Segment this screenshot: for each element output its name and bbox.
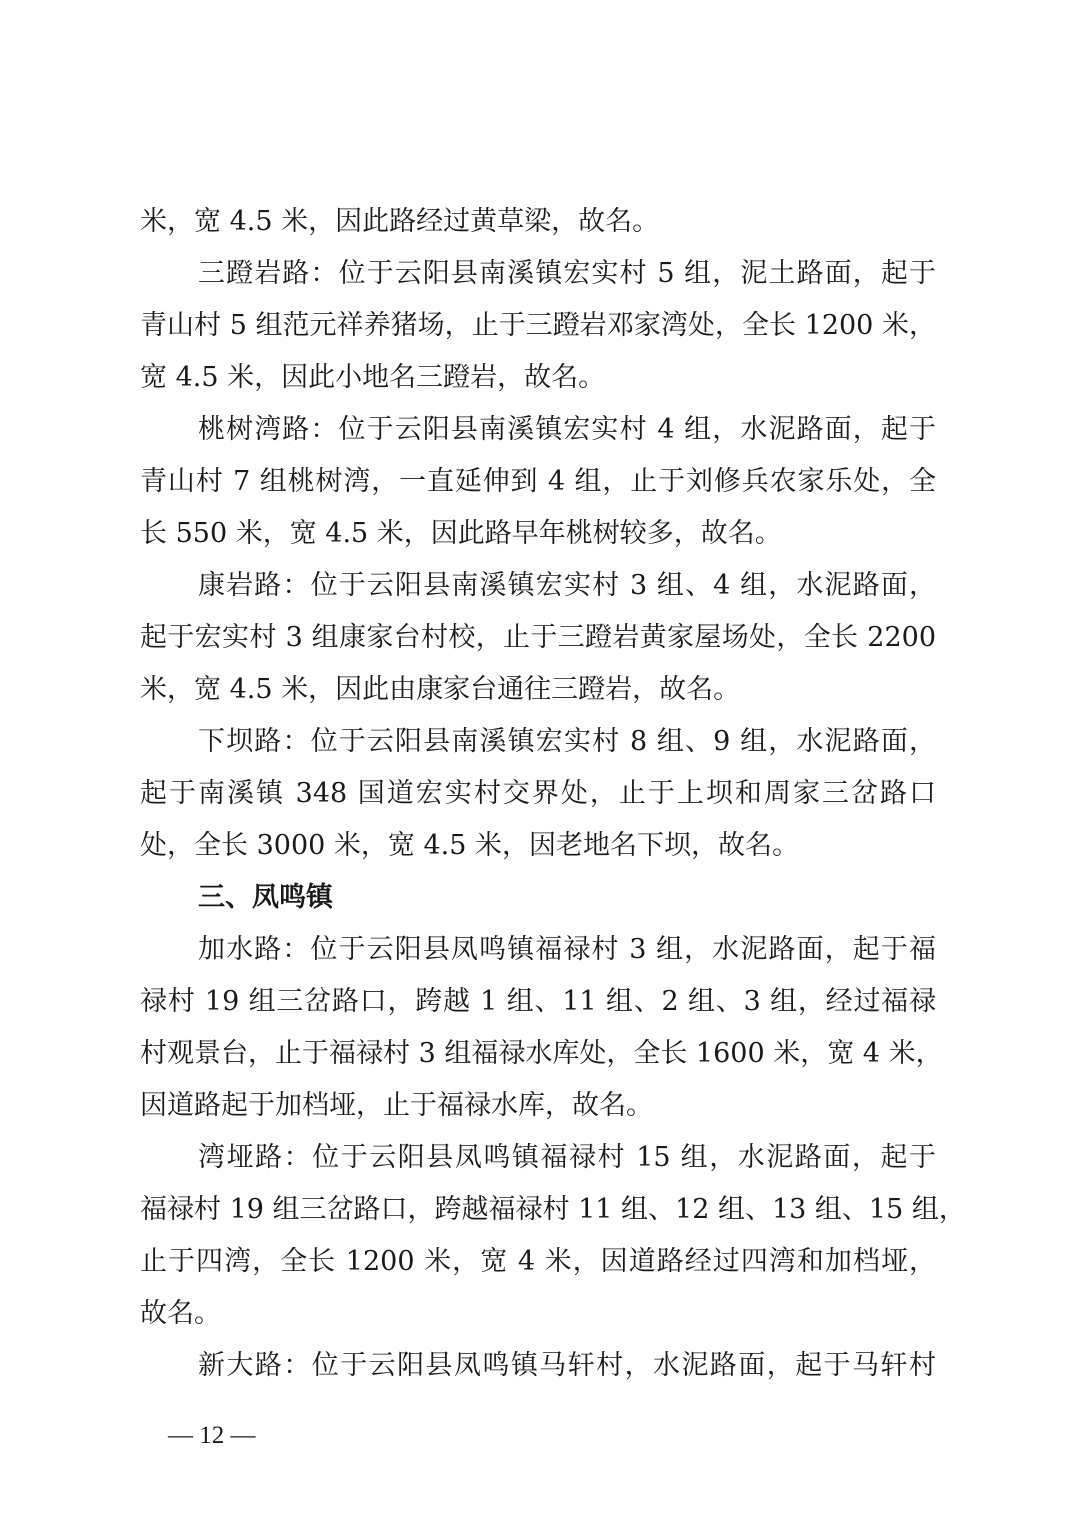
text-line: 因道路起于加档垭，止于福禄水库，故名。 [140, 1090, 653, 1121]
text-line: 村观景台，止于福禄村 3 组福禄水库处，全长 1600 米，宽 4 米， [140, 1038, 943, 1069]
text-line: 新大路：位于云阳县凤鸣镇马轩村，水泥路面，起于马轩村 [198, 1350, 936, 1381]
section-heading: 三、凤鸣镇 [198, 882, 333, 913]
text-line: 故名。 [140, 1298, 221, 1329]
text-line: 处，全长 3000 米，宽 4.5 米，因老地名下坝，故名。 [140, 830, 799, 861]
text-line: 宽 4.5 米，因此小地名三蹬岩，故名。 [140, 362, 606, 393]
text-line: 下坝路：位于云阳县南溪镇宏实村 8 组、9 组，水泥路面， [198, 726, 936, 757]
text-line: 米，宽 4.5 米，因此路经过黄草梁，故名。 [140, 206, 660, 237]
text-line: 桃树湾路：位于云阳县南溪镇宏实村 4 组，水泥路面，起于 [198, 414, 936, 445]
text-line: 禄村 19 组三岔路口，跨越 1 组、11 组、2 组、3 组，经过福禄 [140, 986, 936, 1017]
document-body [140, 196, 966, 1392]
text-line: 起于宏实村 3 组康家台村校，止于三蹬岩黄家屋场处，全长 2200 [140, 622, 936, 653]
text-line: 福禄村 19 组三岔路口，跨越福禄村 11 组、12 组、13 组、15 组， [140, 1194, 966, 1225]
text-line: 康岩路：位于云阳县南溪镇宏实村 3 组、4 组，水泥路面， [198, 570, 936, 601]
text-line: 长 550 米，宽 4.5 米，因此路早年桃树较多，故名。 [140, 518, 782, 549]
text-line: 青山村 5 组范元祥养猪场，止于三蹬岩邓家湾处，全长 1200 米， [140, 310, 936, 341]
text-line: 加水路：位于云阳县凤鸣镇福禄村 3 组，水泥路面，起于福 [198, 934, 936, 965]
text-line: 青山村 7 组桃树湾，一直延伸到 4 组，止于刘修兵农家乐处，全 [140, 466, 936, 497]
text-line: 起于南溪镇 348 国道宏实村交界处，止于上坝和周家三岔路口 [140, 778, 936, 809]
text-line: 湾垭路：位于云阳县凤鸣镇福禄村 15 组，水泥路面，起于 [198, 1142, 936, 1173]
text-line: 米，宽 4.5 米，因此由康家台通往三蹬岩，故名。 [140, 674, 741, 705]
text-line: 三蹬岩路：位于云阳县南溪镇宏实村 5 组，泥土路面，起于 [198, 258, 936, 289]
text-line: 止于四湾，全长 1200 米，宽 4 米，因道路经过四湾和加档垭， [140, 1246, 936, 1277]
page-number: — 12 — [168, 1422, 256, 1449]
